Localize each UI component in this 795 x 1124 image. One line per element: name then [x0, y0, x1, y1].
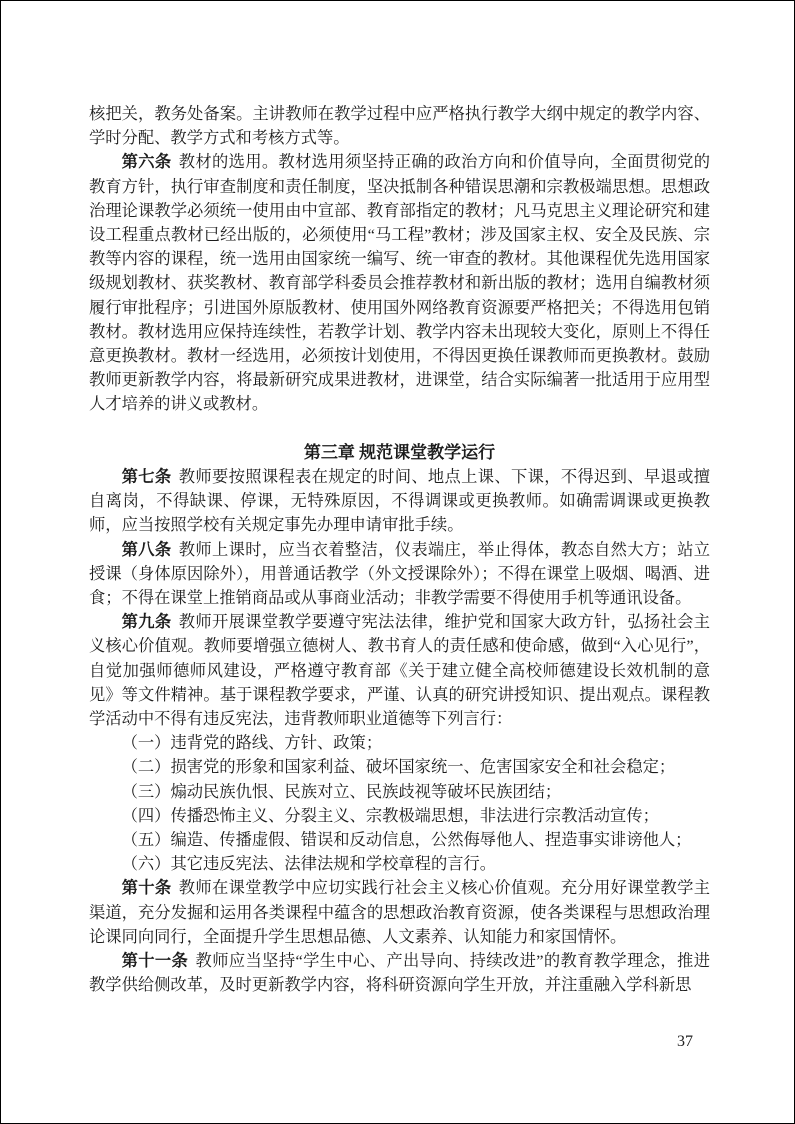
article-9-item-1: （一）违背党的路线、方针、政策；	[121, 733, 383, 753]
article-9-item-6: （六）其它违反宪法、法律法规和学校章程的言行。	[121, 854, 497, 874]
chapter-3-heading: 第三章 规范课堂教学运行	[303, 442, 496, 462]
article-8-paragraph	[89, 538, 710, 611]
article-9-item-4: （四）传播恐怖主义、分裂主义、宗教极端思想，非法进行宗教活动宣传；	[121, 805, 659, 825]
article-7-paragraph	[89, 465, 710, 538]
article-8-text: 教师上课时，应当衣着整洁，仪表端庄，举止得体，教态自然大方；站立授课（身体原因除外），用普通话教学（外文授课除外）；不得在课堂上吸烟、喝酒、进食；不得在课堂上推销商品或从事商业活动；非教学需要不得使用手机等通讯设备。	[89, 539, 710, 608]
article-9-paragraph	[89, 610, 710, 731]
article-6-paragraph	[89, 150, 710, 416]
document-body	[89, 102, 710, 998]
paragraph-text: 核把关，教务处备案。主讲教师在教学过程中应严格执行教学大纲中规定的教学内容、学时分配、教学方式和考核方式等。	[89, 104, 710, 148]
article-7-text: 教师要按照课程表在规定的时间、地点上课、下课，不得迟到、早退或擅自离岗，不得缺课、停课，无特殊原因，不得调课或更换教师。如确需调课或更换教师，应当按照学校有关规定事先办理申请审批手续。	[89, 467, 710, 535]
paragraph-continuation	[89, 102, 710, 150]
article-9-item-2: （二）损害党的形象和国家利益、破坏国家统一、危害国家安全和社会稳定；	[121, 757, 676, 777]
page-number: 37	[677, 1033, 693, 1050]
article-9-item-5: （五）编造、传播虚假、错误和反动信息，公然侮辱他人、捏造事实诽谤他人；	[121, 830, 692, 850]
article-9-text: 教师开展课堂教学要遵守宪法法律，维护党和国家大政方针，弘扬社会主义核心价值观。教师要增强立德树人、教书育人的责任感和使命感，做到“入心见行”，自觉加强师德师风建设，严格遵守教育部《关于建立健全高校师德建设长效机制的意见》等文件精神。基于课程教学要求，严谨、认真的研究讲授知识、提出观点。课程教学活动中不得有违反宪法，违背教师职业道德等下列言行：	[89, 612, 710, 729]
article-6-text: 教材的选用。教材选用须坚持正确的政治方向和价值导向，全面贯彻党的教育方针，执行审查制度和责任制度，坚决抵制各种错误思潮和宗教极端思想。思想政治理论课教学必须统一使用由中宣部、教育部指定的教材；凡马克思主义理论研究和建设工程重点教材已经出版的，必须使用“马工程”教材；涉及国家主权、安全及民族、宗教等内容的课程，统一选用由国家统一编写、统一审查的教材。其他课程优先选用国家级规划教材、获奖教材、教育部学科委员会推荐教材和新出版的教材；选用自编教材须履行审批程序；引进国外原版教材、使用国外网络教育资源要严格把关；不得选用包销教材。教材选用应保持连续性，若教学计划、教学内容未出现较大变化，原则上不得任意更换教材。教材一经选用，必须按计划使用，不得因更换任课教师而更换教材。鼓励教师更新教学内容，将最新研究成果进教材，进课堂，结合实际编著一批适用于应用型人才培养的讲义或教材。	[89, 152, 710, 414]
article-8-label: 第八条	[121, 539, 172, 559]
article-9-item-3: （三）煽动民族仇恨、民族对立、民族歧视等破坏民族团结；	[121, 781, 562, 801]
article-10-label: 第十条	[121, 878, 172, 898]
article-10-paragraph	[89, 876, 710, 949]
article-9-label: 第九条	[121, 612, 172, 632]
article-10-text: 教师在课堂教学中应切实践行社会主义核心价值观。充分用好课堂教学主渠道，充分发掘和运用各类课程中蕴含的思想政治教育资源，使各类课程与思想政治理论课同向同行，全面提升学生思想品德、人文素养、认知能力和家国情怀。	[89, 878, 710, 946]
article-11-paragraph	[89, 949, 710, 997]
article-7-label: 第七条	[121, 467, 172, 487]
article-11-text: 教师应当坚持“学生中心、产出导向、持续改进”的教育教学理念，推进教学供给侧改革，及时更新教学内容，将科研资源向学生开放，并注重融入学科新思	[89, 951, 710, 995]
article-6-label: 第六条	[121, 152, 172, 172]
article-11-label: 第十一条	[121, 951, 189, 971]
